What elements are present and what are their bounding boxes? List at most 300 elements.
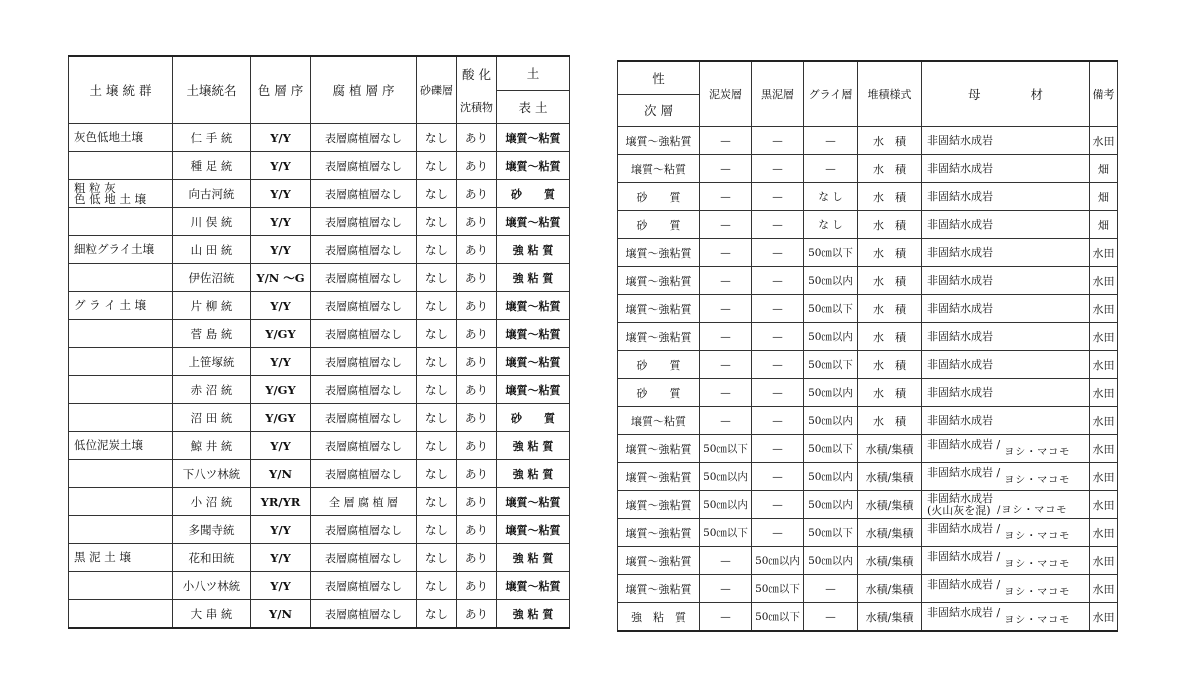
remarks-cell: 水田	[1090, 463, 1118, 491]
header-subsoil	[618, 61, 700, 127]
parent-material-text: 非固結水成岩 /	[927, 577, 1001, 591]
table-row	[618, 211, 1118, 239]
parent-material-note: ヨシ・マコモ	[1004, 446, 1071, 458]
topsoil-texture-cell: 壌質～粘質	[497, 292, 570, 320]
muck-layer-cell: —	[752, 183, 804, 211]
subsoil-texture-cell: 壌質～強粘質	[618, 323, 700, 351]
peat-layer-cell: 50㎝以下	[700, 435, 752, 463]
oxidized-deposit-cell: あり	[457, 516, 497, 544]
color-sequence-cell: Y/GY	[251, 404, 311, 432]
muck-layer-cell: —	[752, 463, 804, 491]
parent-material-cell	[922, 575, 1090, 603]
color-sequence-cell: Y/Y	[251, 124, 311, 152]
topsoil-texture-cell: 強 粘 質	[497, 264, 570, 292]
remarks-cell: 水田	[1090, 295, 1118, 323]
topsoil-texture-cell: 強 粘 質	[497, 460, 570, 488]
gravel-layer-cell: なし	[417, 124, 457, 152]
gravel-layer-cell: なし	[417, 376, 457, 404]
deposit-mode-cell: 水積/集積	[858, 435, 922, 463]
oxidized-deposit-cell: あり	[457, 152, 497, 180]
color-sequence-cell: Y/GY	[251, 320, 311, 348]
soil-group-cell: 低位泥炭土壌	[69, 432, 173, 460]
muck-layer-cell: —	[752, 127, 804, 155]
header-oxidized-bottom: 沈積物	[460, 100, 493, 114]
muck-layer-cell: —	[752, 351, 804, 379]
remarks-cell: 水田	[1090, 435, 1118, 463]
soil-series-cell: 下八ツ林統	[173, 460, 251, 488]
muck-layer-cell: —	[752, 323, 804, 351]
header-remarks: 備考	[1090, 61, 1118, 127]
parent-material-cell	[922, 351, 1090, 379]
parent-material-text: 非固結水成岩	[927, 301, 993, 315]
peat-layer-cell: —	[700, 603, 752, 632]
soil-series-cell: 川 俣 統	[173, 208, 251, 236]
muck-layer-cell: —	[752, 295, 804, 323]
table-row	[69, 236, 570, 264]
gravel-layer-cell: なし	[417, 180, 457, 208]
table-row	[618, 575, 1118, 603]
deposit-mode-cell: 水 積	[858, 267, 922, 295]
peat-layer-cell: —	[700, 155, 752, 183]
header-soil-series: 土壌統名	[173, 56, 251, 124]
parent-material-cell	[922, 603, 1090, 632]
table-row	[69, 404, 570, 432]
humus-sequence-cell: 表層腐植層なし	[311, 376, 417, 404]
gravel-layer-cell: なし	[417, 236, 457, 264]
subsoil-texture-cell: 強 粘 質	[618, 603, 700, 632]
color-sequence-cell: Y/Y	[251, 348, 311, 376]
muck-layer-cell: —	[752, 379, 804, 407]
subsoil-texture-cell: 壌質～強粘質	[618, 491, 700, 519]
table-row	[618, 407, 1118, 435]
topsoil-texture-cell: 壌質～粘質	[497, 320, 570, 348]
remarks-cell: 水田	[1090, 379, 1118, 407]
parent-material-cell	[922, 267, 1090, 295]
parent-material-text: 非固結水成岩 /	[927, 605, 1001, 619]
oxidized-deposit-cell: あり	[457, 264, 497, 292]
oxidized-deposit-cell: あり	[457, 376, 497, 404]
oxidized-deposit-cell: あり	[457, 320, 497, 348]
header-color-sequence: 色 層 序	[251, 56, 311, 124]
soil-series-table-left	[68, 55, 570, 629]
gley-layer-cell: 50㎝以内	[804, 547, 858, 575]
header-gley-layer: グライ層	[804, 61, 858, 127]
deposit-mode-cell: 水 積	[858, 183, 922, 211]
soil-series-cell: 上笹塚統	[173, 348, 251, 376]
oxidized-deposit-cell: あり	[457, 124, 497, 152]
table-row	[618, 519, 1118, 547]
soil-group-cell	[69, 348, 173, 376]
header-subsoil-bottom: 次 層	[644, 103, 673, 119]
peat-layer-cell: —	[700, 127, 752, 155]
soil-series-cell: 小八ツ林統	[173, 572, 251, 600]
peat-layer-cell: —	[700, 295, 752, 323]
soil-group-cell: グ ラ イ 土 壌	[69, 292, 173, 320]
muck-layer-cell: —	[752, 155, 804, 183]
color-sequence-cell: Y/Y	[251, 544, 311, 572]
parent-material-cell	[922, 183, 1090, 211]
parent-material-text: 非固結水成岩	[927, 273, 993, 287]
parent-material-text: 非固結水成岩 /	[927, 437, 1001, 451]
peat-layer-cell: 50㎝以内	[700, 463, 752, 491]
header-topsoil: 表 土	[518, 99, 548, 115]
parent-material-note: ヨシ・マコモ	[1004, 558, 1071, 570]
peat-layer-cell: —	[700, 267, 752, 295]
gravel-layer-cell: なし	[417, 292, 457, 320]
left-header-row	[69, 56, 570, 124]
parent-material-text: 非固結水成岩	[927, 413, 993, 427]
table-row	[69, 376, 570, 404]
soil-series-cell: 向古河統	[173, 180, 251, 208]
soil-group-cell	[69, 264, 173, 292]
remarks-cell: 水田	[1090, 575, 1118, 603]
subsoil-texture-cell: 砂 質	[618, 379, 700, 407]
humus-sequence-cell: 表層腐植層なし	[311, 348, 417, 376]
parent-material-cell	[922, 547, 1090, 575]
header-soil-group: 土 壌 統 群	[69, 56, 173, 124]
peat-layer-cell: —	[700, 575, 752, 603]
parent-material-text: 非固結水成岩	[927, 245, 993, 259]
gley-layer-cell: —	[804, 575, 858, 603]
topsoil-texture-cell: 壌質～粘質	[497, 488, 570, 516]
oxidized-deposit-cell: あり	[457, 208, 497, 236]
soil-group-cell	[69, 376, 173, 404]
soil-group-cell	[69, 460, 173, 488]
parent-material-cell	[922, 435, 1090, 463]
peat-layer-cell: 50㎝以内	[700, 491, 752, 519]
remarks-cell: 水田	[1090, 547, 1118, 575]
parent-material-note: ヨシ・マコモ	[1004, 530, 1071, 542]
soil-group-cell	[69, 572, 173, 600]
humus-sequence-cell: 表層腐植層なし	[311, 320, 417, 348]
parent-material-cell	[922, 239, 1090, 267]
gley-layer-cell: 50㎝以内	[804, 379, 858, 407]
soil-series-cell: 花和田統	[173, 544, 251, 572]
table-row	[69, 152, 570, 180]
parent-material-note: /ヨシ・マコモ	[997, 504, 1068, 516]
gley-layer-cell: —	[804, 127, 858, 155]
color-sequence-cell: Y/Y	[251, 208, 311, 236]
muck-layer-cell: —	[752, 519, 804, 547]
table-row	[69, 460, 570, 488]
header-subsoil-top: 性	[618, 62, 699, 95]
table-row	[69, 124, 570, 152]
gravel-layer-cell: なし	[417, 460, 457, 488]
soil-group-cell: 黒 泥 土 壌	[69, 544, 173, 572]
humus-sequence-cell: 表層腐植層なし	[311, 432, 417, 460]
subsoil-texture-cell: 砂 質	[618, 211, 700, 239]
oxidized-deposit-cell: あり	[457, 348, 497, 376]
remarks-cell: 水田	[1090, 323, 1118, 351]
topsoil-texture-cell: 砂 質	[497, 404, 570, 432]
gravel-layer-cell: なし	[417, 152, 457, 180]
soil-group-cell	[69, 600, 173, 629]
parent-material-text: 非固結水成岩	[927, 329, 993, 343]
deposit-mode-cell: 水 積	[858, 323, 922, 351]
parent-material-note: ヨシ・マコモ	[1004, 586, 1071, 598]
color-sequence-cell: Y/N	[251, 460, 311, 488]
deposit-mode-cell: 水 積	[858, 155, 922, 183]
table-row	[618, 239, 1118, 267]
deposit-mode-cell: 水積/集積	[858, 491, 922, 519]
humus-sequence-cell: 表層腐植層なし	[311, 124, 417, 152]
remarks-cell: 水田	[1090, 603, 1118, 632]
table-row	[618, 295, 1118, 323]
peat-layer-cell: —	[700, 351, 752, 379]
table-row	[618, 127, 1118, 155]
oxidized-deposit-cell: あり	[457, 544, 497, 572]
peat-layer-cell: —	[700, 547, 752, 575]
remarks-cell: 畑	[1090, 211, 1118, 239]
parent-material-text: 非固結水成岩	[927, 161, 993, 175]
peat-layer-cell: 50㎝以下	[700, 519, 752, 547]
soil-series-cell: 小 沼 統	[173, 488, 251, 516]
table-row	[69, 348, 570, 376]
parent-material-text: 非固結水成岩 /	[927, 521, 1001, 535]
color-sequence-cell: YR/YR	[251, 488, 311, 516]
header-peat-layer: 泥炭層	[700, 61, 752, 127]
remarks-cell: 水田	[1090, 127, 1118, 155]
soil-group-cell	[69, 488, 173, 516]
soil-series-cell: 多聞寺統	[173, 516, 251, 544]
table-row	[618, 323, 1118, 351]
table-row	[69, 320, 570, 348]
soil-series-cell: 菅 島 統	[173, 320, 251, 348]
oxidized-deposit-cell: あり	[457, 236, 497, 264]
gravel-layer-cell: なし	[417, 320, 457, 348]
remarks-cell: 水田	[1090, 491, 1118, 519]
subsoil-texture-cell: 壌質～強粘質	[618, 519, 700, 547]
parent-material-text: 非固結水成岩 (火山灰を混)	[927, 491, 993, 517]
table-row	[618, 435, 1118, 463]
subsoil-texture-cell: 壌質～強粘質	[618, 435, 700, 463]
humus-sequence-cell: 表層腐植層なし	[311, 572, 417, 600]
deposit-mode-cell: 水 積	[858, 407, 922, 435]
parent-material-cell	[922, 295, 1090, 323]
header-humus-sequence: 腐 植 層 序	[311, 56, 417, 124]
table-row	[69, 600, 570, 629]
oxidized-deposit-cell: あり	[457, 488, 497, 516]
parent-material-text: 非固結水成岩 /	[927, 549, 1001, 563]
header-gravel-layer: 砂礫層	[417, 56, 457, 124]
soil-group-cell: 細粒グライ土壌	[69, 236, 173, 264]
table-row	[618, 603, 1118, 632]
muck-layer-cell: —	[752, 239, 804, 267]
table-row	[69, 516, 570, 544]
humus-sequence-cell: 表層腐植層なし	[311, 544, 417, 572]
table-row	[69, 572, 570, 600]
oxidized-deposit-cell: あり	[457, 432, 497, 460]
table-row	[69, 208, 570, 236]
humus-sequence-cell: 表層腐植層なし	[311, 292, 417, 320]
oxidized-deposit-cell: あり	[457, 600, 497, 629]
parent-material-text: 非固結水成岩 /	[927, 465, 1001, 479]
humus-sequence-cell: 全 層 腐 植 層	[311, 488, 417, 516]
subsoil-texture-cell: 壌質～強粘質	[618, 267, 700, 295]
header-parent-material: 母 材	[922, 61, 1090, 127]
soil-series-cell: 沼 田 統	[173, 404, 251, 432]
deposit-mode-cell: 水積/集積	[858, 519, 922, 547]
gley-layer-cell: —	[804, 155, 858, 183]
color-sequence-cell: Y/Y	[251, 152, 311, 180]
oxidized-deposit-cell: あり	[457, 460, 497, 488]
soil-group-cell	[69, 152, 173, 180]
gravel-layer-cell: なし	[417, 544, 457, 572]
muck-layer-cell: —	[752, 491, 804, 519]
topsoil-texture-cell: 壌質～粘質	[497, 124, 570, 152]
parent-material-cell	[922, 155, 1090, 183]
humus-sequence-cell: 表層腐植層なし	[311, 180, 417, 208]
gravel-layer-cell: なし	[417, 208, 457, 236]
subsoil-texture-cell: 壌質～強粘質	[618, 575, 700, 603]
table-row	[618, 491, 1118, 519]
soil-group-cell	[69, 320, 173, 348]
topsoil-texture-cell: 強 粘 質	[497, 600, 570, 629]
gley-layer-cell: な し	[804, 183, 858, 211]
muck-layer-cell: —	[752, 267, 804, 295]
color-sequence-cell: Y/Y	[251, 236, 311, 264]
humus-sequence-cell: 表層腐植層なし	[311, 208, 417, 236]
parent-material-cell	[922, 491, 1090, 519]
parent-material-cell	[922, 127, 1090, 155]
subsoil-texture-cell: 壌質～強粘質	[618, 295, 700, 323]
soil-group-cell	[69, 208, 173, 236]
topsoil-texture-cell: 壌質～粘質	[497, 516, 570, 544]
header-muck-layer: 黒泥層	[752, 61, 804, 127]
color-sequence-cell: Y/Y	[251, 516, 311, 544]
gley-layer-cell: 50㎝以下	[804, 519, 858, 547]
muck-layer-cell: —	[752, 435, 804, 463]
soil-group-cell: 粗 粒 灰 色 低 地 土 壌	[69, 180, 173, 208]
gravel-layer-cell: なし	[417, 348, 457, 376]
parent-material-text: 非固結水成岩	[927, 357, 993, 371]
color-sequence-cell: Y/GY	[251, 376, 311, 404]
deposit-mode-cell: 水 積	[858, 211, 922, 239]
remarks-cell: 水田	[1090, 519, 1118, 547]
parent-material-text: 非固結水成岩	[927, 217, 993, 231]
deposit-mode-cell: 水 積	[858, 127, 922, 155]
table-row	[69, 432, 570, 460]
table-row	[618, 547, 1118, 575]
deposit-mode-cell: 水 積	[858, 379, 922, 407]
parent-material-cell	[922, 519, 1090, 547]
parent-material-cell	[922, 463, 1090, 491]
soil-series-cell: 片 柳 統	[173, 292, 251, 320]
gley-layer-cell: 50㎝以内	[804, 267, 858, 295]
topsoil-texture-cell: 砂 質	[497, 180, 570, 208]
subsoil-texture-cell: 壌質～粘質	[618, 407, 700, 435]
parent-material-text: 非固結水成岩	[927, 385, 993, 399]
gravel-layer-cell: なし	[417, 600, 457, 629]
table-row	[69, 292, 570, 320]
left-table-body	[69, 124, 570, 629]
oxidized-deposit-cell: あり	[457, 292, 497, 320]
soil-series-cell: 鯨 井 統	[173, 432, 251, 460]
topsoil-texture-cell: 壌質～粘質	[497, 572, 570, 600]
subsoil-texture-cell: 壌質～強粘質	[618, 463, 700, 491]
table-row	[618, 351, 1118, 379]
color-sequence-cell: Y/Y	[251, 572, 311, 600]
gravel-layer-cell: なし	[417, 488, 457, 516]
gley-layer-cell: な し	[804, 211, 858, 239]
oxidized-deposit-cell: あり	[457, 180, 497, 208]
right-table-body	[618, 127, 1118, 632]
topsoil-texture-cell: 強 粘 質	[497, 236, 570, 264]
humus-sequence-cell: 表層腐植層なし	[311, 460, 417, 488]
parent-material-note: ヨシ・マコモ	[1004, 474, 1071, 486]
table-row	[69, 544, 570, 572]
color-sequence-cell: Y/Y	[251, 432, 311, 460]
subsoil-texture-cell: 壌質～粘質	[618, 155, 700, 183]
remarks-cell: 水田	[1090, 267, 1118, 295]
header-soil-top: 土	[497, 57, 569, 91]
topsoil-texture-cell: 強 粘 質	[497, 432, 570, 460]
soil-series-cell: 伊佐沼統	[173, 264, 251, 292]
header-oxidized-top: 酸 化	[462, 66, 491, 82]
humus-sequence-cell: 表層腐植層なし	[311, 600, 417, 629]
muck-layer-cell: —	[752, 407, 804, 435]
subsoil-texture-cell: 壌質～強粘質	[618, 239, 700, 267]
gravel-layer-cell: なし	[417, 572, 457, 600]
parent-material-cell	[922, 211, 1090, 239]
table-row	[618, 463, 1118, 491]
gravel-layer-cell: なし	[417, 404, 457, 432]
soil-series-cell: 種 足 統	[173, 152, 251, 180]
humus-sequence-cell: 表層腐植層なし	[311, 516, 417, 544]
topsoil-texture-cell: 壌質～粘質	[497, 152, 570, 180]
peat-layer-cell: —	[700, 323, 752, 351]
parent-material-cell	[922, 407, 1090, 435]
gley-layer-cell: 50㎝以下	[804, 295, 858, 323]
humus-sequence-cell: 表層腐植層なし	[311, 236, 417, 264]
humus-sequence-cell: 表層腐植層なし	[311, 264, 417, 292]
deposit-mode-cell: 水 積	[858, 351, 922, 379]
deposit-mode-cell: 水積/集積	[858, 575, 922, 603]
peat-layer-cell: —	[700, 211, 752, 239]
gravel-layer-cell: なし	[417, 516, 457, 544]
color-sequence-cell: Y/N	[251, 600, 311, 629]
remarks-cell: 水田	[1090, 351, 1118, 379]
peat-layer-cell: —	[700, 407, 752, 435]
subsoil-texture-cell: 壌質～強粘質	[618, 127, 700, 155]
muck-layer-cell: 50㎝以内	[752, 547, 804, 575]
peat-layer-cell: —	[700, 379, 752, 407]
gley-layer-cell: 50㎝以内	[804, 491, 858, 519]
deposit-mode-cell: 水積/集積	[858, 547, 922, 575]
soil-series-cell: 山 田 統	[173, 236, 251, 264]
header-deposit-mode: 堆積様式	[858, 61, 922, 127]
topsoil-texture-cell: 強 粘 質	[497, 544, 570, 572]
gley-layer-cell: 50㎝以下	[804, 435, 858, 463]
gley-layer-cell: —	[804, 603, 858, 632]
gley-layer-cell: 50㎝以内	[804, 407, 858, 435]
muck-layer-cell: 50㎝以下	[752, 575, 804, 603]
subsoil-texture-cell: 砂 質	[618, 351, 700, 379]
deposit-mode-cell: 水 積	[858, 239, 922, 267]
color-sequence-cell: Y/Y	[251, 180, 311, 208]
topsoil-texture-cell: 壌質～粘質	[497, 376, 570, 404]
table-row	[618, 183, 1118, 211]
gravel-layer-cell: なし	[417, 264, 457, 292]
parent-material-text: 非固結水成岩	[927, 189, 993, 203]
soil-group-cell	[69, 404, 173, 432]
gley-layer-cell: 50㎝以内	[804, 463, 858, 491]
gley-layer-cell: 50㎝以内	[804, 323, 858, 351]
header-oxidized-deposit	[457, 56, 497, 124]
remarks-cell: 水田	[1090, 239, 1118, 267]
deposit-mode-cell: 水積/集積	[858, 603, 922, 632]
gley-layer-cell: 50㎝以下	[804, 351, 858, 379]
